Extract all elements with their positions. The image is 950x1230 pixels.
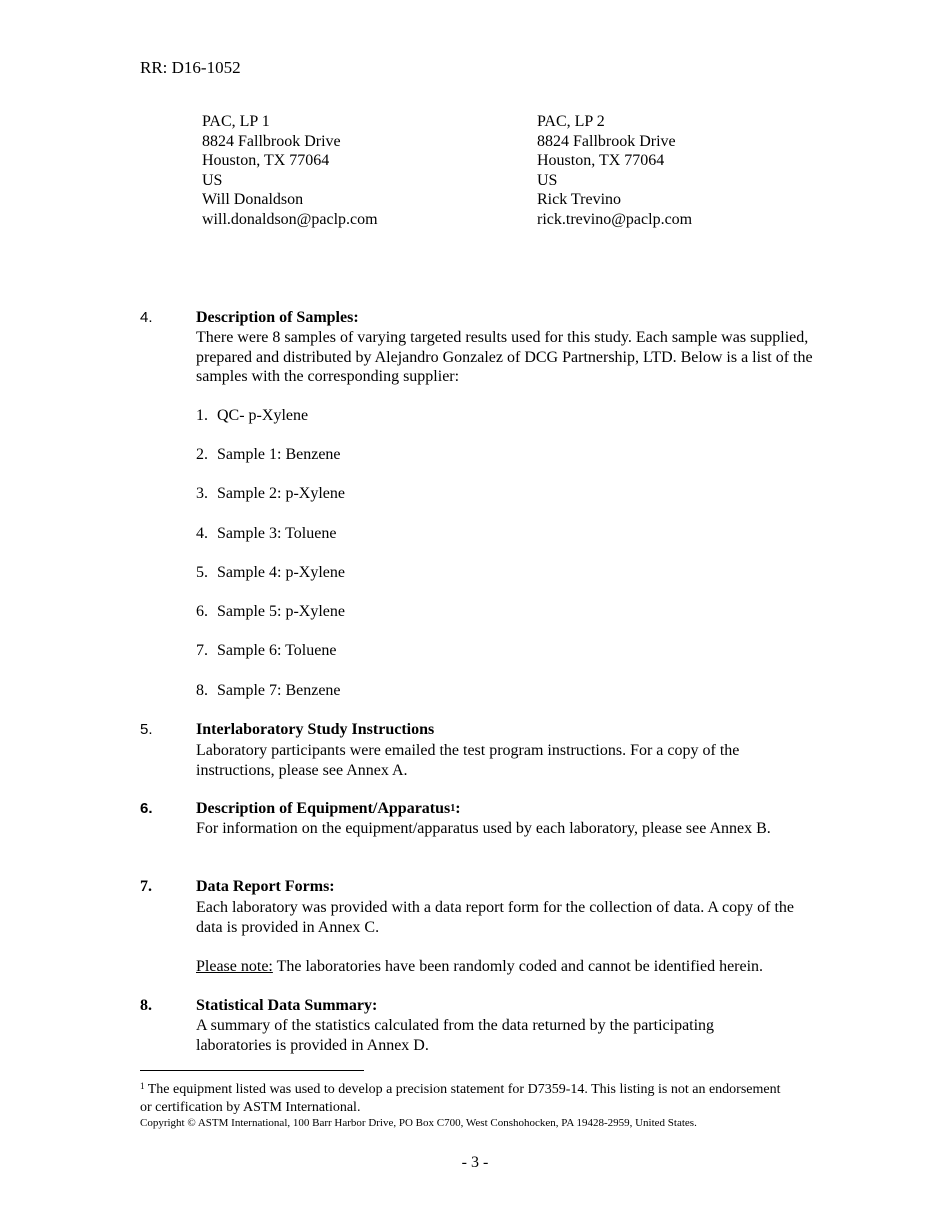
section-6-body: For information on the equipment/apparatus used by each laboratory, please see Annex B.: [196, 820, 771, 837]
section-7-number: 7.: [140, 878, 152, 895]
section-7-body: Each laboratory was provided with a data report form for the collection of data. A copy of the data is provided in Annex C.: [196, 899, 795, 936]
address-street: 8824 Fallbrook Drive: [202, 132, 341, 150]
address-email: rick.trevino@paclp.com: [537, 210, 693, 228]
address-street: 8824 Fallbrook Drive: [537, 132, 676, 150]
address-city: Houston, TX 77064: [202, 152, 330, 170]
footnote-divider: [140, 1070, 364, 1071]
footnote: [140, 1081, 790, 1117]
address-email: will.donaldson@paclp.com: [202, 210, 378, 228]
note-text: The laboratories have been randomly coded and cannot be identified herein.: [272, 958, 764, 975]
address-city: Houston, TX 77064: [537, 152, 665, 170]
footnote-marker: 1: [140, 1081, 145, 1091]
section-4-title: Description of Samples:: [196, 309, 359, 326]
footnote-text: The equipment listed was used to develop a precision statement for D7359-14. This listing is not an endorsement or certification by ASTM International.: [140, 1082, 781, 1115]
section-5-body: Laboratory participants were emailed the test program instructions. For a copy of the instructions, please see Annex A.: [196, 742, 740, 779]
copyright-notice: Copyright © ASTM International, 100 Barr Harbor Drive, PO Box C700, West Conshohocken, PA 19428-2959, United States.: [140, 1117, 697, 1129]
list-item: 8. Sample 7: Benzene: [196, 682, 341, 699]
address-block-2: [537, 112, 692, 230]
section-6-number: 6.: [140, 800, 153, 817]
address-contact: Rick Trevino: [537, 191, 622, 209]
list-item: 3. Sample 2: p-Xylene: [196, 485, 345, 502]
section-4-body: There were 8 samples of varying targeted results used for this study. Each sample was supplied, prepared and distributed by Alejandro Gonzalez of DCG Partnership, LTD. Below is a list of the samples with the corresponding supplier:: [196, 329, 813, 386]
page-number: - 3 -: [461, 1154, 489, 1171]
list-item: 7. Sample 6: Toluene: [196, 642, 337, 659]
list-item: 4. Sample 3: Toluene: [196, 525, 337, 542]
address-name: PAC, LP 2: [537, 113, 605, 130]
section-5-title: Interlaboratory Study Instructions: [196, 721, 435, 738]
list-item: 2. Sample 1: Benzene: [196, 446, 341, 463]
report-id-header: RR: D16-1052: [140, 58, 241, 77]
list-item: 6. Sample 5: p-Xylene: [196, 603, 345, 620]
section-8-number: 8.: [140, 997, 152, 1014]
section-7-title: Data Report Forms:: [196, 878, 335, 895]
section-6-title: Description of Equipment/Apparatus$^1$:: [196, 800, 461, 817]
address-contact: Will Donaldson: [202, 191, 304, 209]
address-country: US: [537, 171, 558, 189]
section-5-number: 5.: [140, 721, 153, 738]
section-4-number: 4.: [140, 309, 153, 326]
address-name: PAC, LP 1: [202, 113, 270, 130]
footnote-ref: 1: [450, 803, 456, 814]
address-country: US: [202, 171, 223, 189]
list-item: 1. QC- p-Xylene: [196, 407, 309, 424]
section-8-body: A summary of the statistics calculated from the data returned by the participating laboratories is provided in Annex D.: [196, 1017, 715, 1054]
address-block-1: [202, 112, 378, 230]
section-8-title: Statistical Data Summary:: [196, 997, 378, 1014]
note-label: Please note:: [196, 958, 273, 975]
list-item: 5. Sample 4: p-Xylene: [196, 564, 345, 581]
section-7-note: [196, 957, 846, 977]
